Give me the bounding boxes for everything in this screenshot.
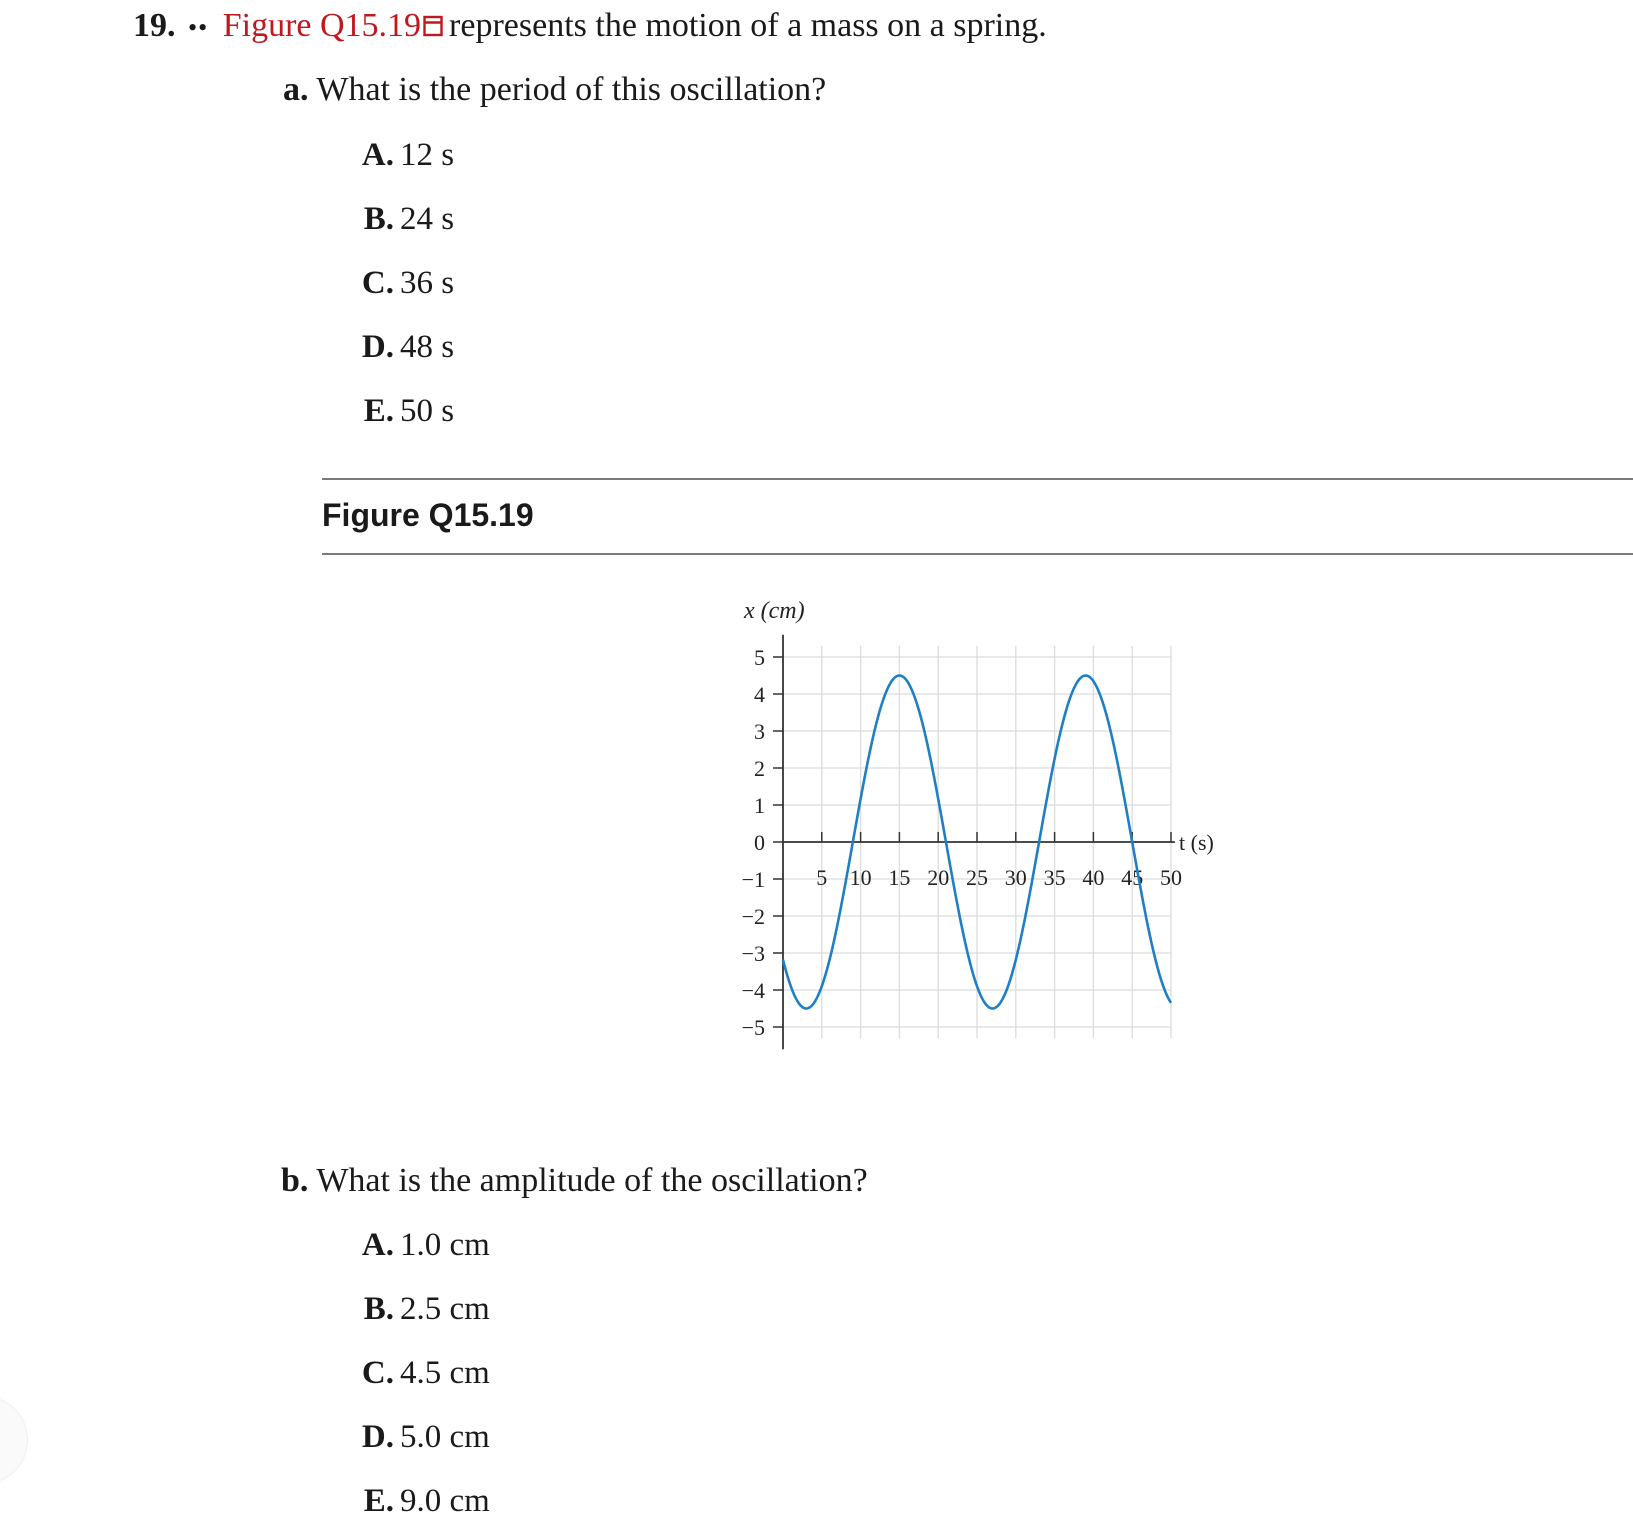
x-tick-label: 25 [966, 865, 988, 890]
part-b-option-e[interactable] [350, 1481, 490, 1521]
part-b-option-a[interactable] [350, 1225, 490, 1265]
option-text: 36 s [400, 265, 455, 301]
option-letter: B. [363, 1291, 394, 1327]
y-tick-label: 1 [754, 793, 765, 818]
part-a-question: a. What is the period of this oscillation? [283, 71, 827, 108]
option-text: 48 s [400, 329, 455, 365]
y-tick-label: 0 [754, 830, 765, 855]
x-tick-label: 15 [888, 865, 911, 890]
option-letter: A. [361, 137, 394, 173]
option-letter: E. [363, 393, 394, 429]
figure-link[interactable]: Figure Q15.19 [222, 7, 422, 44]
y-tick-label: 5 [754, 645, 765, 670]
difficulty-dots: •• [188, 13, 209, 42]
x-tick-label: 40 [1082, 865, 1105, 890]
option-letter: D. [361, 329, 394, 365]
figure-title: Figure Q15.19 [322, 497, 534, 533]
part-b-option-c[interactable] [350, 1353, 490, 1393]
option-letter: D. [361, 1419, 394, 1455]
y-tick-label: 2 [754, 756, 765, 781]
x-tick-label: 30 [1004, 865, 1027, 890]
x-axis-label: t (s) [1179, 830, 1214, 855]
y-tick-label: −5 [741, 1015, 765, 1040]
y-tick-label: 3 [754, 719, 765, 744]
y-tick-label: −2 [741, 904, 765, 929]
y-tick-label: −1 [741, 867, 765, 892]
y-tick-label: −3 [741, 941, 765, 966]
x-tick-label: 20 [927, 865, 950, 890]
question-number: 19. [133, 7, 176, 44]
y-tick-label: 4 [754, 682, 765, 707]
option-letter: E. [363, 1483, 394, 1519]
option-letter: C. [361, 265, 394, 301]
option-text: 2.5 cm [400, 1291, 490, 1327]
y-axis-label: x (cm) [744, 598, 805, 624]
x-tick-label: 35 [1043, 865, 1066, 890]
part-b-option-b[interactable] [350, 1289, 490, 1329]
option-text: 24 s [400, 201, 455, 237]
x-tick-label: 10 [849, 865, 872, 890]
option-text: 5.0 cm [400, 1419, 490, 1455]
x-tick-label: 5 [816, 865, 828, 890]
part-b-question: b. What is the amplitude of the oscillation? [281, 1162, 868, 1199]
option-letter: C. [361, 1355, 394, 1391]
option-letter: B. [363, 201, 394, 237]
option-text: 1.0 cm [400, 1227, 490, 1263]
option-letter: A. [361, 1227, 394, 1263]
option-text: 4.5 cm [400, 1355, 490, 1391]
option-text: 9.0 cm [400, 1483, 490, 1519]
x-tick-label: 45 [1121, 865, 1144, 890]
question-text: represents the motion of a mass on a spring. [449, 7, 1047, 44]
y-tick-label: −4 [741, 978, 765, 1003]
option-text: 12 s [400, 137, 455, 173]
x-tick-label: 50 [1160, 865, 1182, 890]
part-b-option-d[interactable] [350, 1417, 490, 1457]
option-text: 50 s [400, 393, 455, 429]
